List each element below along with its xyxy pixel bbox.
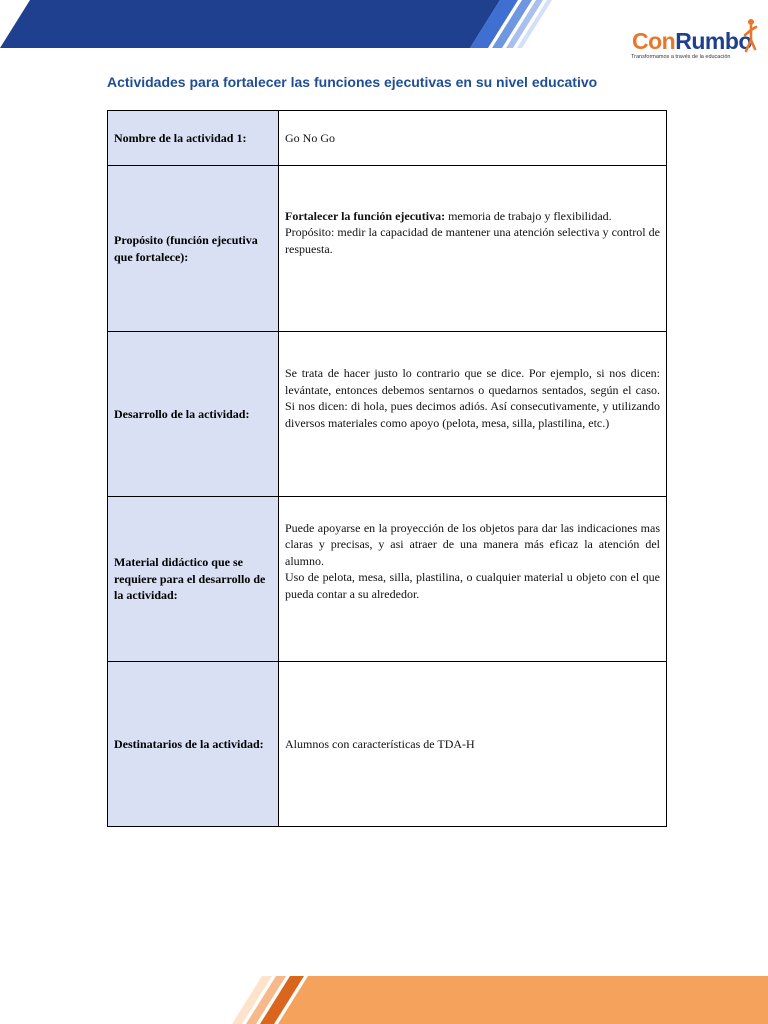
purpose-bold-text: Fortalecer la función ejecutiva:: [285, 208, 446, 223]
conrumbo-logo: [630, 18, 760, 68]
activity-name-value: Go No Go: [279, 111, 667, 166]
material-line2: Uso de pelota, mesa, silla, plastilina, o cualquier material u objeto con el que pueda contar a su alrededor.: [285, 570, 660, 601]
development-value: [279, 332, 667, 497]
purpose-label: Propósito (función ejecutiva que fortalece):: [108, 166, 279, 332]
development-text: Se trata de hacer justo lo contrario que se dice. Por ejemplo, si nos dicen: levántate, entonces debemos sentarnos o quedarnos sentados, según el caso. Si nos dicen: di hola, pues decimos adiós. Así consecutivamente, y utilizando diversos materiales como apoyo (pelota, mesa, silla, plastilina, etc.): [285, 366, 660, 430]
purpose-value: [279, 166, 667, 332]
logo-person-icon: [738, 18, 760, 54]
table-row: [108, 332, 667, 497]
material-text: Puede apoyarse en la proyección de los objetos para dar las indicaciones mas claras y precisas, y asi atraer de una manera más eficaz la atención del alumno.: [285, 520, 660, 568]
activity-table: [107, 110, 667, 827]
purpose-line2: Propósito: medir la capacidad de mantener una atención selectiva y control de respuesta.: [285, 225, 660, 256]
bottom-banner-stripes: [208, 976, 768, 1024]
audience-label: Destinatarios de la actividad:: [108, 662, 279, 827]
logo-wordmark: ConRumbo: [632, 28, 752, 54]
top-banner-stripes: [0, 0, 560, 48]
logo-tagline: Transformamos a través de la educación: [631, 54, 731, 60]
table-row: [108, 166, 667, 332]
material-value: [279, 497, 667, 662]
audience-value: Alumnos con características de TDA-H: [279, 662, 667, 827]
page-title: Actividades para fortalecer las funciones ejecutivas en su nivel educativo: [107, 74, 598, 90]
development-label: Desarrollo de la actividad:: [108, 332, 279, 497]
purpose-text: memoria de trabajo y flexibilidad.: [445, 208, 612, 223]
material-label: Material didáctico que se requiere para el desarrollo de la actividad:: [108, 497, 279, 662]
table-row: [108, 111, 667, 166]
table-row: [108, 662, 667, 827]
table-row: [108, 497, 667, 662]
activity-name-label: Nombre de la actividad 1:: [108, 111, 279, 166]
